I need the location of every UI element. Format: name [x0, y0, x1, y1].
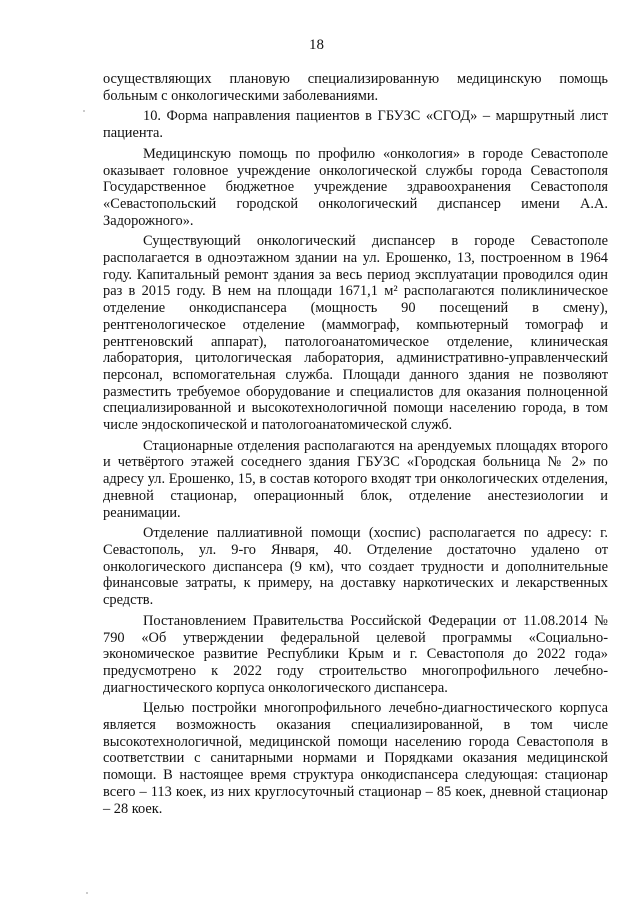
paragraph-construction-goal: Целью постройки многопрофильного лечебно-диагностического корпуса является возможность оказания специализированной, в том числе высокотехнологичной, медицинской помощи населению города Севастополя в соответствии с санитарными нормами и Порядками оказания медицинской помощи. В настоящее время структура онкодиспансера следующая: стационар всего – 113 коек, из них круглосуточный стационар – 85 коек, дневной стационар – 28 коек. — [103, 700, 608, 817]
page-number: 18 — [309, 37, 324, 53]
paragraph-palliative-care: Отделение паллиативной помощи (хоспис) располагается по адресу: г. Севастополь, ул. 9-го Января, 40. Отделение достаточно удалено от онкологического диспансера (9 км), что создает трудности и дополнительные финансовые затраты, к примеру, на доставку наркотических и лекарственных средств. — [103, 525, 608, 609]
paragraph-oncology-service: Медицинскую помощь по профилю «онкология» в городе Севастополе оказывает головное учреждение онкологической службы города Севастополя Государственное бюджетное учреждение здравоохранения Севастополя «Севастопольский городской онкологический диспансер имени А.А. Задорожного». — [103, 145, 608, 229]
paragraph-government-resolution: Постановлением Правительства Российской Федерации от 11.08.2014 № 790 «Об утверждении федеральной целевой программы «Социально-экономическое развитие Республики Крым и г. Севастополя до 2022 года» предусмотрено к 2022 году строительство многопрофильного лечебно-диагностического корпуса онкологического диспансера. — [103, 612, 608, 696]
scan-mark — [86, 892, 88, 894]
paragraph-inpatient-departments: Стационарные отделения располагаются на арендуемых площадях второго и четвёртого этажей соседнего здания ГБУЗС «Городская больница № 2» по адресу ул. Ерошенко, 15, в состав которого входят три онкологических отделения, дневной стационар, операционный блок, отделение анестезиологии и реанимации. — [103, 437, 608, 521]
paragraph-item-10: 10. Форма направления пациентов в ГБУЗС «СГОД» – маршрутный лист пациента. — [103, 108, 608, 142]
document-body — [103, 71, 608, 821]
paragraph-existing-dispensary: Существующий онкологический диспансер в городе Севастополе располагается в одноэтажном здании на ул. Ерошенко, 13, построенном в 1964 году. Капитальный ремонт здания за весь период эксплуатации проводился один раз в 2015 году. В нем на площади 1671,1 м² располагаются поликлиническое отделение онкодиспансера (мощность 90 посещений в смену), рентгенологическое отделение (маммограф, компьютерный томограф и рентгеновский аппарат), патологоанатомическое отделение, клиническая лаборатория, цитологическая лаборатория, административно-управленческий персонал, вспомогательная служба. Площади данного здания не позволяют разместить требуемое оборудование и специалистов для оказания полноценной специализированной и высокотехнологичной помощи населению города, в том числе эндоскопической и патологоанатомической служб. — [103, 233, 608, 434]
scan-mark — [83, 110, 85, 112]
paragraph-continued: осуществляющих плановую специализированную медицинскую помощь больным с онкологическими заболеваниями. — [103, 71, 608, 104]
